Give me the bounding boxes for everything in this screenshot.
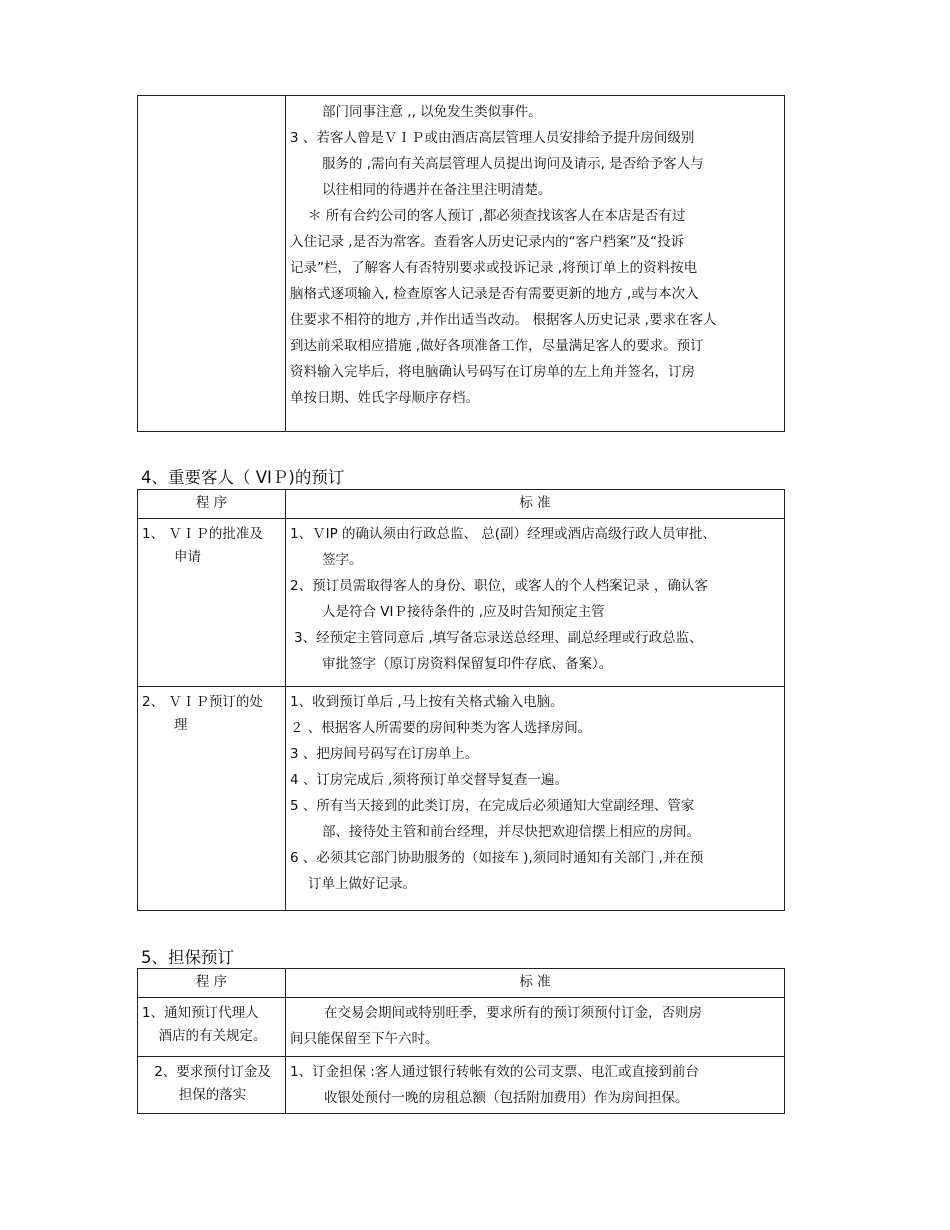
text-line: 间只能保留至下午六时。	[290, 1031, 439, 1047]
text-line: 服务的 ,需向有关高层管理人员提出询问及请示, 是否给予客人与	[322, 156, 704, 172]
standard-cell	[286, 1057, 784, 1113]
program-cell	[138, 687, 286, 910]
text-line: 3 、把房间号码写在订房单上。	[290, 746, 479, 762]
text-line: 1、收到预订单后 ,马上按有关格式输入电脑。	[290, 694, 564, 710]
table-row	[138, 997, 784, 1056]
text-line: 3 、若客人曾是ＶＩＰ或由酒店高层管理人员安排给予提升房间级别	[290, 130, 695, 146]
text-line: 签字。	[322, 552, 363, 568]
header-program: 程 序	[138, 969, 286, 997]
header-standard: 标 准	[519, 974, 551, 990]
text-line: 订单上做好记录。	[308, 876, 416, 892]
text-line: 5 、所有当天接到的此类订房，在完成后必须通知大堂副经理、管家	[290, 798, 695, 814]
table-row	[138, 96, 784, 431]
standard-cell	[286, 519, 784, 686]
standard-cell	[286, 687, 784, 910]
program-line: 1、 ＶＩＰ的批准及	[142, 526, 263, 542]
section-title: 5、担保预订	[141, 948, 234, 967]
table-row	[138, 518, 784, 686]
table-row	[138, 1056, 784, 1113]
text-line: 4 、订房完成后 ,须将预订单交督导复查一遍。	[290, 772, 568, 788]
text-line: 在交易会期间或特别旺季，要求所有的预订须预付订金，否则房	[324, 1005, 702, 1021]
program-line: 2、 ＶＩＰ预订的处	[142, 694, 263, 710]
text-line: 记录”栏，了解客人有否特别要求或投诉记录 ,将预订单上的资料按电	[290, 260, 698, 276]
standard-cell	[286, 96, 784, 431]
program-line: 担保的落实	[178, 1087, 247, 1103]
text-line: 审批签字（原订房资料保留复印件存底、备案）。	[322, 656, 613, 672]
text-line: ２ 、根据客人所需要的房间种类为客人选择房间。	[290, 720, 592, 736]
program-line: 申请	[174, 549, 201, 565]
program-line: 理	[174, 717, 188, 733]
table-row	[138, 686, 784, 910]
text-line: 2、预订员需取得客人的身份、职位，或客人的个人档案记录 ，确认客	[290, 578, 708, 594]
text-line: 人是符合 VIＰ接待条件的 ,应及时告知预定主管	[322, 604, 605, 620]
text-line: 3、经预定主管同意后 ,填写备忘录送总经理、副总经理或行政总监、	[294, 630, 703, 646]
text-line: 到达前采取相应措施 ,做好各项准备工作，尽量满足客人的要求。预订	[290, 338, 704, 354]
text-line: 单按日期、姓氏字母顺序存档。	[290, 390, 479, 406]
standard-cell	[286, 998, 784, 1056]
text-line: 入住记录 ,是否为常客。查看客人历史记录内的“客户档案”及“投诉	[290, 234, 685, 250]
header-standard: 标 准	[519, 495, 551, 511]
text-line: 脑格式逐项输入, 检查原客人记录是否有需要更新的地方 ,或与本次入	[290, 286, 699, 302]
program-cell	[138, 519, 286, 686]
section-title: 4、重要客人（ VIＰ)的预订	[141, 468, 345, 487]
text-line: 住要求不相符的地方 ,并作出适当改动。 根据客人历史记录 ,要求在客人	[290, 312, 717, 328]
table-header-row	[138, 969, 784, 997]
top-table	[137, 95, 785, 432]
text-line: 1、订金担保 :客人通过银行转帐有效的公司支票、电汇或直接到前台	[290, 1064, 699, 1080]
guarantee-table	[137, 968, 785, 1114]
text-line: 6 、必须其它部门协助服务的（如接车 ),须同时通知有关部门 ,并在预	[290, 850, 704, 866]
program-cell	[138, 1057, 286, 1113]
text-line: 收银处预付一晚的房租总额（包括附加费用）作为房间担保。	[324, 1090, 689, 1106]
text-line: 部、接待处主管和前台经理，并尽快把欢迎信摆上相应的房间。	[322, 824, 700, 840]
program-line: 2、要求预付订金及	[154, 1064, 271, 1080]
text-line: ＊ 所有合约公司的客人预订 ,都必须查找该客人在本店是否有过	[308, 208, 686, 224]
text-line: 1、ＶIP 的确认须由行政总监、 总(副）经理或酒店高级行政人员审批、	[290, 526, 717, 542]
header-program: 程 序	[138, 490, 286, 518]
program-line: 1、通知预订代理人	[142, 1005, 259, 1021]
vip-table	[137, 489, 785, 911]
text-line: 以往相同的待遇并在备注里注明清楚。	[322, 182, 552, 198]
text-line: 部门同事注意 ,, 以免发生类似事件。	[322, 104, 542, 120]
program-line: 酒店的有关规定。	[158, 1028, 267, 1044]
program-cell	[138, 96, 286, 431]
program-cell	[138, 998, 286, 1056]
text-line: 资料输入完毕后，将电脑确认号码写在订房单的左上角并签名，订房	[290, 364, 695, 380]
table-header-row	[138, 490, 784, 518]
